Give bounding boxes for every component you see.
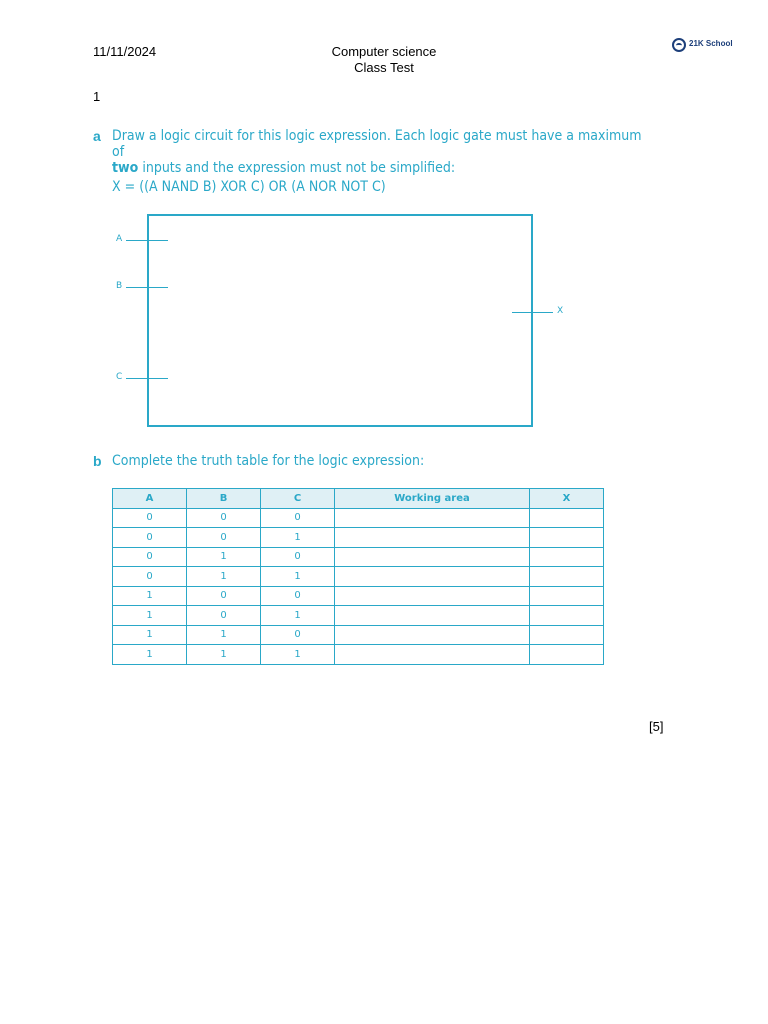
logic-expression: X = ((A NAND B) XOR C) OR (A NOR NOT C) xyxy=(112,179,386,195)
cell-b: 0 xyxy=(187,508,261,528)
logo-icon xyxy=(672,38,686,52)
circuit-drawing-area[interactable] xyxy=(147,214,533,427)
cell-b: 1 xyxy=(187,567,261,587)
cell-working[interactable] xyxy=(335,508,530,528)
cell-c: 0 xyxy=(261,508,335,528)
cell-working[interactable] xyxy=(335,625,530,645)
cell-working[interactable] xyxy=(335,528,530,548)
output-line-x xyxy=(512,312,553,313)
cell-b: 1 xyxy=(187,645,261,665)
cell-working[interactable] xyxy=(335,645,530,665)
cell-x[interactable] xyxy=(530,547,604,567)
cell-c: 0 xyxy=(261,625,335,645)
input-label-b: B xyxy=(116,281,123,291)
table-row xyxy=(113,606,604,626)
table-row xyxy=(113,567,604,587)
logo-name: 21K School xyxy=(689,38,733,48)
cell-b: 0 xyxy=(187,606,261,626)
table-row xyxy=(113,547,604,567)
cell-working[interactable] xyxy=(335,586,530,606)
cell-c: 0 xyxy=(261,547,335,567)
part-a-instructions xyxy=(112,128,652,176)
cell-a: 1 xyxy=(113,606,187,626)
input-line-c xyxy=(126,378,168,379)
cell-a: 1 xyxy=(113,645,187,665)
cell-working[interactable] xyxy=(335,547,530,567)
table-row xyxy=(113,625,604,645)
cell-a: 0 xyxy=(113,508,187,528)
truth-table-header-row xyxy=(113,489,604,509)
cell-c: 1 xyxy=(261,645,335,665)
part-a-bold-word: two xyxy=(112,160,139,176)
cell-working[interactable] xyxy=(335,567,530,587)
part-b-instructions: Complete the truth table for the logic expression: xyxy=(112,453,425,469)
cell-b: 0 xyxy=(187,528,261,548)
cell-x[interactable] xyxy=(530,586,604,606)
cell-x[interactable] xyxy=(530,528,604,548)
exam-title: Class Test xyxy=(354,60,414,75)
header-a: A xyxy=(113,489,187,509)
cell-c: 0 xyxy=(261,586,335,606)
input-line-a xyxy=(126,240,168,241)
cell-b: 1 xyxy=(187,547,261,567)
header-b: B xyxy=(187,489,261,509)
exam-subject: Computer science xyxy=(331,44,437,59)
part-a-letter: a xyxy=(93,128,101,144)
input-label-c: C xyxy=(116,372,123,382)
part-a-line1: Draw a logic circuit for this logic expression. Each logic gate must have a maximum of xyxy=(112,128,642,160)
cell-c: 1 xyxy=(261,567,335,587)
cell-a: 0 xyxy=(113,567,187,587)
cell-x[interactable] xyxy=(530,625,604,645)
cell-x[interactable] xyxy=(530,606,604,626)
input-line-b xyxy=(126,287,168,288)
cell-x[interactable] xyxy=(530,645,604,665)
header-working-area: Working area xyxy=(335,489,530,509)
exam-date: 11/11/2024 xyxy=(93,44,157,59)
cell-x[interactable] xyxy=(530,508,604,528)
cell-working[interactable] xyxy=(335,606,530,626)
table-row xyxy=(113,645,604,665)
cell-c: 1 xyxy=(261,606,335,626)
input-label-a: A xyxy=(116,234,123,244)
truth-table xyxy=(112,488,604,665)
school-logo xyxy=(672,38,733,52)
cell-a: 0 xyxy=(113,547,187,567)
cell-b: 0 xyxy=(187,586,261,606)
cell-a: 1 xyxy=(113,586,187,606)
output-label-x: X xyxy=(557,306,564,316)
cell-a: 1 xyxy=(113,625,187,645)
cell-c: 1 xyxy=(261,528,335,548)
question-number: 1 xyxy=(93,89,101,104)
cell-b: 1 xyxy=(187,625,261,645)
part-a-line2: two inputs and the expression must not be simplified: xyxy=(112,160,456,176)
table-row xyxy=(113,586,604,606)
header-x: X xyxy=(530,489,604,509)
table-row xyxy=(113,528,604,548)
cell-x[interactable] xyxy=(530,567,604,587)
cell-a: 0 xyxy=(113,528,187,548)
part-b-letter: b xyxy=(93,453,102,469)
header-c: C xyxy=(261,489,335,509)
marks-label: [5] xyxy=(649,719,664,734)
table-row xyxy=(113,508,604,528)
